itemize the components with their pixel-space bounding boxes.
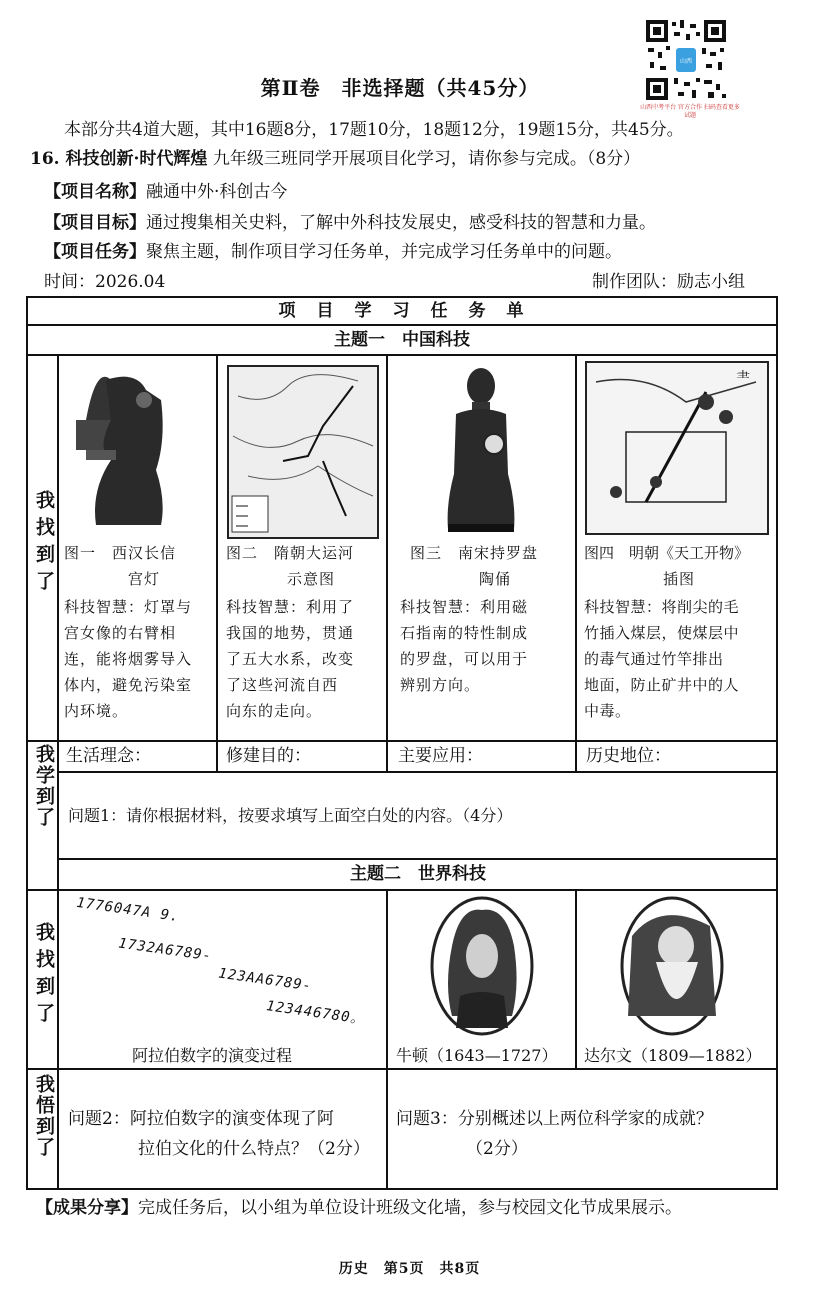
- figure4-wisdom-line: 地面，防止矿井中的人: [584, 676, 740, 694]
- result-share-label: 【成果分享】: [36, 1198, 138, 1218]
- darwin-caption: 达尔文（1809—1882）: [584, 1046, 762, 1065]
- figure4-wisdom-line: 的毒气通过竹竿排出: [584, 650, 724, 668]
- project-name-value: 融通中外·科创古今: [146, 182, 288, 202]
- figure4-caption-line2: 插图: [662, 570, 695, 588]
- figure3-wisdom-line: 科技智慧：利用磁: [400, 598, 529, 616]
- project-name-label: 【项目名称】: [44, 182, 146, 202]
- construction-purpose-field[interactable]: 修建目的：: [226, 746, 311, 766]
- arabic-numeral-line: 123446780。: [265, 998, 367, 1028]
- figure4-wisdom-line: 中毒。: [584, 702, 631, 720]
- figure1-wisdom-line: 体内，避免污染室: [64, 676, 193, 694]
- figure1-wisdom: [64, 594, 214, 724]
- main-application-field[interactable]: 主要应用：: [398, 746, 483, 766]
- figure3-caption: [410, 540, 570, 592]
- figure1-caption-line1: 图一 西汉长信: [64, 544, 177, 562]
- question-2-line1: 问题2：阿拉伯数字的演变体现了阿: [68, 1109, 334, 1129]
- figure1-wisdom-line: 连，能将烟雾导入: [64, 650, 193, 668]
- side-label-learn: 我学到了: [33, 744, 55, 828]
- project-goal-label: 【项目目标】: [44, 213, 146, 233]
- figure1-wisdom-line: 宫女像的右臂相: [64, 624, 177, 642]
- figure2-wisdom-line: 科技智慧：利用了: [226, 598, 355, 616]
- figure3-wisdom: [400, 594, 572, 698]
- figure1-caption: [64, 540, 214, 592]
- question-3: [396, 1104, 713, 1164]
- project-task-value: 聚焦主题，制作项目学习任务单，并完成学习任务单中的问题。: [146, 242, 622, 262]
- historical-status-field[interactable]: 历史地位：: [586, 746, 671, 766]
- figure2-wisdom-line: 了这些河流自西: [226, 676, 339, 694]
- figure2-wisdom: [226, 594, 384, 724]
- side-label-find-2: 我找到了: [33, 922, 55, 1030]
- arabic-numeral-line: 123AA6789-: [217, 965, 313, 995]
- project-goal-value: 通过搜集相关史料，了解中外科技发展史，感受科技的智慧和力量。: [146, 213, 656, 233]
- figure1-wisdom-line: 科技智慧：灯罩与: [64, 598, 193, 616]
- figure1-wisdom-line: 内环境。: [64, 702, 129, 720]
- arabic-numerals-caption: 阿拉伯数字的演变过程: [132, 1046, 293, 1065]
- result-share-text: 完成任务后，以小组为单位设计班级文化墙，参与校园文化节成果展示。: [138, 1198, 682, 1218]
- question-2-line2: 拉伯文化的什么特点？（2分）: [138, 1139, 370, 1159]
- question-1: 问题1：请你根据材料，按要求填写上面空白处的内容。（4分）: [68, 806, 513, 825]
- table-title: 项 目 学 习 任 务 单: [278, 301, 526, 321]
- svg-text:山西: 山西: [679, 58, 693, 65]
- figure4-wisdom-line: 科技智慧：将削尖的毛: [584, 598, 740, 616]
- figure3-wisdom-line: 的罗盘，可以用于: [400, 650, 529, 668]
- intro-text: 本部分共4道大题，其中16题8分，17题10分，18题12分，19题15分，共45分。: [64, 120, 684, 140]
- figure3-wisdom-line: 石指南的特性制成: [400, 624, 529, 642]
- qr-caption: 山西中考平台 官方合作 扫码查看更多试题: [640, 104, 740, 119]
- project-goal: [44, 211, 656, 235]
- figure1-caption-line2: 宫灯: [127, 570, 160, 588]
- section-title: 第Ⅱ卷 非选择题（共45分）: [260, 76, 540, 100]
- newton-portrait-image: [430, 896, 534, 1036]
- qr-code[interactable]: [644, 18, 728, 102]
- figure4-caption: [584, 540, 774, 592]
- arabic-numeral-line: 1732A6789-: [117, 935, 213, 965]
- compass-figurine-image: [436, 364, 526, 534]
- figure3-caption-line1: 图三 南宋持罗盘: [410, 544, 539, 562]
- arabic-numeral-line: 1776047A 9.: [75, 894, 181, 926]
- arabic-numerals-figure: [70, 894, 380, 1030]
- side-label-realize: 我悟到了: [33, 1074, 55, 1158]
- darwin-portrait-image: [620, 896, 724, 1036]
- question-16-text: 九年级三班同学开展项目化学习，请你参与完成。（8分）: [212, 149, 641, 169]
- figure3-caption-line2: 陶俑: [478, 570, 511, 588]
- question-2: [68, 1104, 370, 1164]
- figure2-wisdom-line: 我国的地势，贯通: [226, 624, 355, 642]
- side-label-find: 我找到了: [33, 490, 55, 598]
- project-task: [44, 240, 622, 264]
- question-3-line2: （2分）: [466, 1139, 528, 1159]
- figure2-wisdom-line: 了五大水系，改变: [226, 650, 355, 668]
- figure2-caption-line1: 图二 隋朝大运河: [226, 544, 355, 562]
- figure4-wisdom: [584, 594, 776, 724]
- theme1-heading: 主题一 中国科技: [334, 330, 470, 350]
- figure2-wisdom-line: 向东的走向。: [226, 702, 323, 720]
- figure3-wisdom-line: 辨别方向。: [400, 676, 481, 694]
- figure4-caption-line1: 图四 明朝《天工开物》: [584, 544, 750, 562]
- project-task-label: 【项目任务】: [44, 242, 146, 262]
- question-3-line1: 问题3：分别概述以上两位科学家的成就？: [396, 1109, 713, 1129]
- tiangong-illustration-image: [586, 362, 768, 534]
- project-time: 时间：2026.04: [44, 272, 166, 292]
- lamp-figure-image: [66, 360, 176, 530]
- result-share: [36, 1196, 682, 1220]
- svg-text:⺻: ⺻: [736, 370, 750, 386]
- question-16: [30, 147, 640, 171]
- figure2-caption-line2: 示意图: [286, 570, 335, 588]
- question-16-label: 16. 科技创新·时代辉煌: [30, 149, 208, 169]
- qr-code-icon: [644, 18, 728, 102]
- project-name: [44, 180, 287, 204]
- newton-caption: 牛顿（1643—1727）: [396, 1046, 558, 1065]
- project-team: 制作团队：励志小组: [592, 272, 745, 292]
- theme2-heading: 主题二 世界科技: [350, 864, 486, 884]
- figure2-caption: [226, 540, 386, 592]
- figure4-wisdom-line: 竹插入煤层，使煤层中: [584, 624, 740, 642]
- life-concept-field[interactable]: 生活理念：: [66, 746, 151, 766]
- canal-map-image: [228, 366, 378, 538]
- page-footer: 历史 第5页 共8页: [338, 1261, 481, 1277]
